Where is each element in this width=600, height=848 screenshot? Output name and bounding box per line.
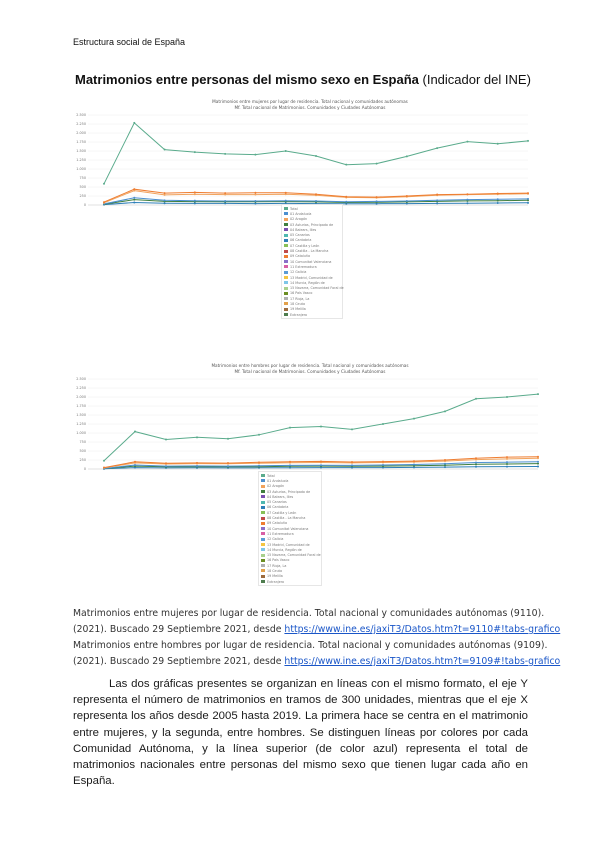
page-title-main: Matrimonios entre personas del mismo sexo en España <box>75 72 419 87</box>
legend-label: 11 Extremadura <box>290 264 317 269</box>
series-line <box>104 123 528 184</box>
data-point <box>376 163 378 165</box>
legend-label: Total <box>290 206 298 211</box>
legend-swatch <box>284 297 288 300</box>
citation <box>73 606 593 670</box>
data-point <box>506 461 508 463</box>
legend-label: 18 Ceuta <box>290 301 305 306</box>
legend-swatch <box>284 308 288 311</box>
legend-swatch <box>284 223 288 226</box>
data-point <box>413 418 415 420</box>
data-point <box>444 466 446 468</box>
data-point <box>194 151 196 153</box>
legend-item <box>261 579 319 584</box>
legend-swatch <box>284 255 288 258</box>
data-point <box>320 464 322 466</box>
y-tick-label: 500 <box>79 449 86 453</box>
data-point <box>436 194 438 196</box>
y-tick-label: 0 <box>83 467 86 471</box>
legend-swatch <box>261 511 265 514</box>
data-point <box>466 199 468 201</box>
legend-label: 09 Cataluña <box>267 521 287 526</box>
chart-women-legend <box>281 204 343 319</box>
data-point <box>320 426 322 428</box>
legend-swatch <box>284 218 288 221</box>
data-point <box>436 199 438 201</box>
data-point <box>224 153 226 155</box>
legend-label: 06 Cantabria <box>290 238 312 243</box>
y-tick-label: 1.500 <box>76 413 86 417</box>
data-point <box>376 200 378 202</box>
legend-label: 10 Comunitat Valenciana <box>290 259 332 264</box>
data-point <box>258 434 260 436</box>
data-point <box>224 192 226 194</box>
legend-swatch <box>284 207 288 210</box>
legend-swatch <box>261 474 265 477</box>
y-tick-label: 2.000 <box>76 131 86 135</box>
legend-label: 17 Rioja, La <box>290 296 310 301</box>
data-point <box>466 193 468 195</box>
data-point <box>475 466 477 468</box>
data-point <box>227 465 229 467</box>
data-point <box>134 461 136 463</box>
data-point <box>289 464 291 466</box>
data-point <box>406 195 408 197</box>
data-point <box>444 459 446 461</box>
data-point <box>134 464 136 466</box>
legend-label: 15 Navarra, Comunidad Foral de <box>267 553 321 558</box>
legend-item <box>284 312 340 317</box>
legend-swatch <box>284 250 288 253</box>
data-point <box>475 398 477 400</box>
data-point <box>285 192 287 194</box>
chart-men-svg <box>70 361 540 476</box>
legend-label: 02 Aragón <box>267 484 285 489</box>
legend-swatch <box>284 260 288 263</box>
data-point <box>351 464 353 466</box>
y-tick-label: 1.750 <box>76 140 86 144</box>
chart-women <box>70 97 530 337</box>
legend-swatch <box>284 292 288 295</box>
y-tick-label: 2.500 <box>76 113 86 117</box>
data-point <box>165 465 167 467</box>
data-point <box>194 200 196 202</box>
data-point <box>436 147 438 149</box>
data-point <box>506 466 508 468</box>
legend-label: 16 País Vasco <box>267 558 290 563</box>
legend-label: 04 Balears, Illes <box>290 227 317 232</box>
y-tick-label: 750 <box>79 440 86 444</box>
legend-swatch <box>261 559 265 562</box>
legend-label: 05 Canarias <box>267 500 287 505</box>
data-point <box>254 154 256 156</box>
data-point <box>382 464 384 466</box>
chart-women-svg <box>70 97 530 217</box>
chart-title-line1: Matrimonios entre hombres por lugar de residencia. Total nacional y comunidades autónomas <box>211 363 409 368</box>
body-paragraph-text: Las dos gráficas presentes se organizan en líneas con el mismo formato, el eje Y representa el número de matrimonios en tramos de 300 unidades, mientras que el eje X representa los años desde 2005 hasta 2019. La primera hace se centra en el matrimonio entre mujeres, y la segunda, entre hombres. Se distinguen líneas por colores por cada Comunidad Autónoma, y la línea superior (de color azul) representa el total de matrimonios nacionales entre personas del mismo sexo que tienen lugar cada año en España. <box>73 678 528 788</box>
data-point <box>345 201 347 203</box>
data-point <box>315 200 317 202</box>
chart-men <box>70 361 540 601</box>
legend-swatch <box>261 522 265 525</box>
data-point <box>103 201 105 203</box>
data-point <box>133 197 135 199</box>
legend-label: 18 Ceuta <box>267 568 282 573</box>
data-point <box>103 460 105 462</box>
data-point <box>382 461 384 463</box>
legend-label: 17 Rioja, La <box>267 563 287 568</box>
data-point <box>527 198 529 200</box>
legend-label: 03 Asturias, Principado de <box>290 222 334 227</box>
y-tick-label: 0 <box>83 203 86 207</box>
legend-swatch <box>261 485 265 488</box>
y-tick-label: 1.500 <box>76 149 86 153</box>
legend-swatch <box>261 575 265 578</box>
data-point <box>537 393 539 395</box>
y-tick-label: 750 <box>79 176 86 180</box>
legend-label: 13 Madrid, Comunidad de <box>290 275 333 280</box>
legend-label: 01 Andalucía <box>267 478 289 483</box>
legend-label: 08 Castilla - La Mancha <box>267 516 306 521</box>
data-point <box>345 196 347 198</box>
data-point <box>413 464 415 466</box>
data-point <box>406 155 408 157</box>
data-point <box>196 465 198 467</box>
legend-label: 14 Murcia, Región de <box>267 547 302 552</box>
citation-line: Matrimonios entre hombres por lugar de residencia. Total nacional y comunidades autónomas (9109). <box>73 640 548 651</box>
y-tick-label: 2.250 <box>76 386 86 390</box>
data-point <box>315 193 317 195</box>
data-point <box>164 149 166 151</box>
data-point <box>527 192 529 194</box>
y-tick-label: 250 <box>79 194 86 198</box>
legend-label: 15 Navarra, Comunidad Foral de <box>290 286 344 291</box>
legend-label: 07 Castilla y León <box>267 510 297 515</box>
page-title <box>75 72 531 87</box>
legend-label: 03 Asturias, Principado de <box>267 489 311 494</box>
data-point <box>164 194 166 196</box>
data-point <box>444 463 446 465</box>
data-point <box>506 458 508 460</box>
citation-prefix: (2021). Buscado 29 Septiembre 2021, desde <box>73 624 285 635</box>
data-point <box>506 456 508 458</box>
legend-item <box>284 275 340 280</box>
legend-swatch <box>261 506 265 509</box>
source-link-women[interactable]: https://www.ine.es/jaxiT3/Datos.htm?t=9110#!tabs-grafico <box>284 624 561 635</box>
citation-line <box>73 622 593 638</box>
y-tick-label: 1.000 <box>76 167 86 171</box>
data-point <box>254 203 256 205</box>
data-point <box>406 200 408 202</box>
legend-swatch <box>284 244 288 247</box>
page-title-suffix: (Indicador del INE) <box>422 72 531 87</box>
data-point <box>506 396 508 398</box>
data-point <box>527 140 529 142</box>
data-point <box>527 202 529 204</box>
data-point <box>194 191 196 193</box>
data-point <box>466 141 468 143</box>
data-point <box>345 164 347 166</box>
legend-label: 07 Castilla y León <box>290 243 320 248</box>
legend-label: 13 Madrid, Comunidad de <box>267 542 310 547</box>
legend-swatch <box>284 276 288 279</box>
legend-label: 19 Melilla <box>290 307 306 312</box>
data-point <box>315 155 317 157</box>
legend-swatch <box>261 554 265 557</box>
legend-swatch <box>261 501 265 504</box>
legend-swatch <box>261 527 265 530</box>
y-tick-label: 250 <box>79 458 86 462</box>
legend-label: 16 País Vasco <box>290 291 313 296</box>
y-tick-label: 2.250 <box>76 122 86 126</box>
data-point <box>289 427 291 429</box>
legend-item <box>284 285 344 291</box>
legend-label: 10 Comunitat Valenciana <box>267 526 309 531</box>
data-point <box>164 199 166 201</box>
data-point <box>285 200 287 202</box>
data-point <box>134 431 136 433</box>
legend-label: 11 Extremadura <box>267 531 294 536</box>
legend-swatch <box>261 495 265 498</box>
legend-label: Extranjero <box>267 579 285 584</box>
data-point <box>436 202 438 204</box>
legend-swatch <box>284 228 288 231</box>
data-point <box>254 192 256 194</box>
data-point <box>133 188 135 190</box>
data-point <box>164 192 166 194</box>
chart-title-line1: Matrimonios entre mujeres por lugar de residencia. Total nacional y comunidades autónomas <box>212 99 408 104</box>
legend-swatch <box>261 490 265 493</box>
data-point <box>196 436 198 438</box>
legend-label: 08 Castilla - La Mancha <box>290 249 329 254</box>
source-link-men[interactable]: https://www.ine.es/jaxiT3/Datos.htm?t=9109#!tabs-grafico <box>284 656 561 667</box>
data-point <box>506 463 508 465</box>
data-point <box>351 461 353 463</box>
data-point <box>194 193 196 195</box>
data-point <box>537 463 539 465</box>
chart-men-legend <box>258 471 322 586</box>
data-point <box>466 202 468 204</box>
legend-swatch <box>261 543 265 546</box>
data-point <box>382 423 384 425</box>
data-point <box>224 200 226 202</box>
data-point <box>497 198 499 200</box>
data-point <box>196 462 198 464</box>
legend-swatch <box>261 517 265 520</box>
data-point <box>258 465 260 467</box>
legend-label: 05 Canarias <box>290 233 310 238</box>
legend-label: 01 Andalucía <box>290 211 312 216</box>
data-point <box>475 457 477 459</box>
legend-swatch <box>284 281 288 284</box>
legend-label: Total <box>267 473 275 478</box>
legend-label: 19 Melilla <box>267 574 283 579</box>
data-point <box>475 462 477 464</box>
data-point <box>165 438 167 440</box>
legend-swatch <box>284 287 288 290</box>
legend-swatch <box>261 479 265 482</box>
legend-label: 06 Cantabria <box>267 505 289 510</box>
legend-swatch <box>261 532 265 535</box>
legend-swatch <box>261 564 265 567</box>
legend-label: 14 Murcia, Región de <box>290 280 325 285</box>
legend-label: 12 Galicia <box>267 537 284 542</box>
y-tick-label: 1.750 <box>76 404 86 408</box>
data-point <box>497 202 499 204</box>
running-header: Estructura social de España <box>73 37 186 47</box>
data-point <box>537 456 539 458</box>
data-point <box>413 460 415 462</box>
legend-swatch <box>284 234 288 237</box>
legend-swatch <box>284 271 288 274</box>
data-point <box>351 428 353 430</box>
data-point <box>133 199 135 201</box>
citation-prefix: (2021). Buscado 29 Septiembre 2021, desde <box>73 656 285 667</box>
legend-swatch <box>284 212 288 215</box>
legend-swatch <box>284 239 288 242</box>
data-point <box>475 463 477 465</box>
data-point <box>320 460 322 462</box>
data-point <box>285 150 287 152</box>
citation-line <box>73 654 593 670</box>
data-point <box>254 200 256 202</box>
data-point <box>227 462 229 464</box>
legend-swatch <box>284 302 288 305</box>
chart-title-line2: Mf. Total nacional de Matrimonios. Comunidades y Ciudades Autónomas <box>234 105 386 110</box>
y-tick-label: 1.250 <box>76 158 86 162</box>
data-point <box>227 438 229 440</box>
data-point <box>133 201 135 203</box>
body-paragraph <box>73 676 528 789</box>
y-tick-label: 2.500 <box>76 377 86 381</box>
legend-swatch <box>284 313 288 316</box>
legend-swatch <box>284 265 288 268</box>
legend-swatch <box>261 538 265 541</box>
data-point <box>103 467 105 469</box>
legend-label: Extranjero <box>290 312 308 317</box>
legend-swatch <box>261 548 265 551</box>
legend-label: 02 Aragón <box>290 217 308 222</box>
legend-item <box>284 222 340 227</box>
legend-swatch <box>261 580 265 583</box>
data-point <box>254 194 256 196</box>
data-point <box>497 192 499 194</box>
legend-item <box>261 552 319 557</box>
data-point <box>194 202 196 204</box>
data-point <box>537 461 539 463</box>
y-tick-label: 1.250 <box>76 422 86 426</box>
y-tick-label: 500 <box>79 185 86 189</box>
data-point <box>376 196 378 198</box>
legend-swatch <box>261 569 265 572</box>
data-point <box>133 122 135 124</box>
data-point <box>165 462 167 464</box>
data-point <box>537 465 539 467</box>
data-point <box>103 183 105 185</box>
y-tick-label: 1.000 <box>76 431 86 435</box>
chart-title-line2: Mf. Total nacional de Matrimonios. Comunidades y Ciudades Autónomas <box>234 369 386 374</box>
legend-label: 09 Cataluña <box>290 254 310 259</box>
data-point <box>497 143 499 145</box>
data-point <box>164 202 166 204</box>
data-point <box>444 410 446 412</box>
legend-label: 04 Balears, Illes <box>267 494 294 499</box>
citation-line: Matrimonios entre mujeres por lugar de residencia. Total nacional y comunidades autónomas (9110). <box>73 608 545 619</box>
y-tick-label: 2.000 <box>76 395 86 399</box>
data-point <box>289 461 291 463</box>
data-point <box>258 461 260 463</box>
legend-label: 12 Galicia <box>290 270 307 275</box>
